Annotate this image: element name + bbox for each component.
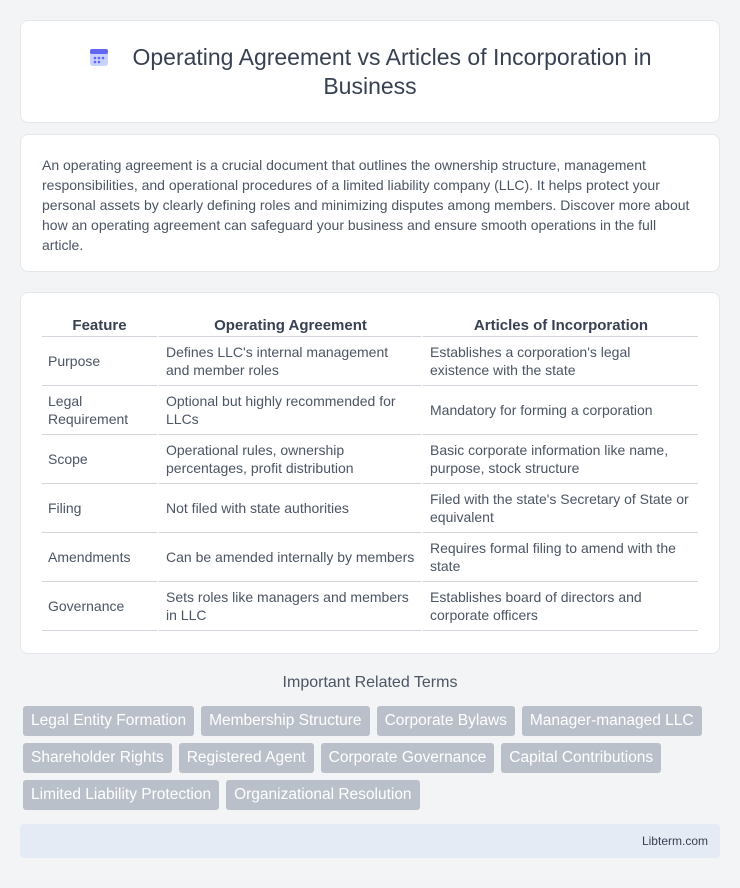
comparison-table-card <box>20 292 720 654</box>
row-operating-agreement: Defines LLC's internal management and member roles <box>157 337 421 386</box>
related-term-tag[interactable]: Corporate Bylaws <box>377 706 515 736</box>
row-feature: Filing <box>42 484 157 533</box>
header-card <box>20 20 720 123</box>
row-feature: Legal Requirement <box>42 386 157 435</box>
table-row <box>42 337 698 386</box>
row-articles: Filed with the state's Secretary of State or equivalent <box>421 484 698 533</box>
row-operating-agreement: Optional but highly recommended for LLCs <box>157 386 421 435</box>
related-term-tag[interactable]: Shareholder Rights <box>23 743 172 773</box>
row-articles: Establishes board of directors and corporate officers <box>421 582 698 631</box>
related-term-tag[interactable]: Membership Structure <box>201 706 369 736</box>
calendar-icon <box>88 46 110 68</box>
row-articles: Basic corporate information like name, purpose, stock structure <box>421 435 698 484</box>
related-term-tag[interactable]: Registered Agent <box>179 743 314 773</box>
table-row <box>42 484 698 533</box>
row-operating-agreement: Can be amended internally by members <box>157 533 421 582</box>
row-operating-agreement: Operational rules, ownership percentages, profit distribution <box>157 435 421 484</box>
table-row <box>42 435 698 484</box>
header-articles-of-incorporation: Articles of Incorporation <box>421 315 698 337</box>
related-terms-list <box>23 706 723 810</box>
row-operating-agreement: Sets roles like managers and members in LLC <box>157 582 421 631</box>
row-articles: Requires formal filing to amend with the state <box>421 533 698 582</box>
row-feature: Amendments <box>42 533 157 582</box>
related-term-tag[interactable]: Organizational Resolution <box>226 780 420 810</box>
header-operating-agreement: Operating Agreement <box>157 315 421 337</box>
table-header-row <box>42 315 698 337</box>
related-term-tag[interactable]: Capital Contributions <box>501 743 661 773</box>
table-row <box>42 533 698 582</box>
row-articles: Establishes a corporation's legal existence with the state <box>421 337 698 386</box>
related-term-tag[interactable]: Limited Liability Protection <box>23 780 219 810</box>
page-title-text: Operating Agreement vs Articles of Incorporation in Business <box>132 44 652 99</box>
comparison-table <box>42 315 698 631</box>
row-articles: Mandatory for forming a corporation <box>421 386 698 435</box>
footer <box>20 824 720 858</box>
header-feature: Feature <box>42 315 157 337</box>
row-operating-agreement: Not filed with state authorities <box>157 484 421 533</box>
table-row <box>42 582 698 631</box>
row-feature: Scope <box>42 435 157 484</box>
related-term-tag[interactable]: Manager-managed LLC <box>522 706 702 736</box>
table-row <box>42 386 698 435</box>
row-feature: Governance <box>42 582 157 631</box>
related-terms-title: Important Related Terms <box>282 674 458 691</box>
page-title <box>21 43 719 101</box>
related-term-tag[interactable]: Corporate Governance <box>321 743 495 773</box>
footer-brand-link[interactable]: Libterm.com <box>641 834 708 848</box>
intro-text: An operating agreement is a crucial document that outlines the ownership structure, management responsibilities, and operational procedures of a limited liability company (LLC). It helps protect your personal assets by clearly defining roles and minimizing disputes among members. Discover more about how an operating agreement can safeguard your business and ensure smooth operations in the full article. <box>42 157 690 253</box>
row-feature: Purpose <box>42 337 157 386</box>
intro-card <box>20 134 720 272</box>
related-term-tag[interactable]: Legal Entity Formation <box>23 706 194 736</box>
